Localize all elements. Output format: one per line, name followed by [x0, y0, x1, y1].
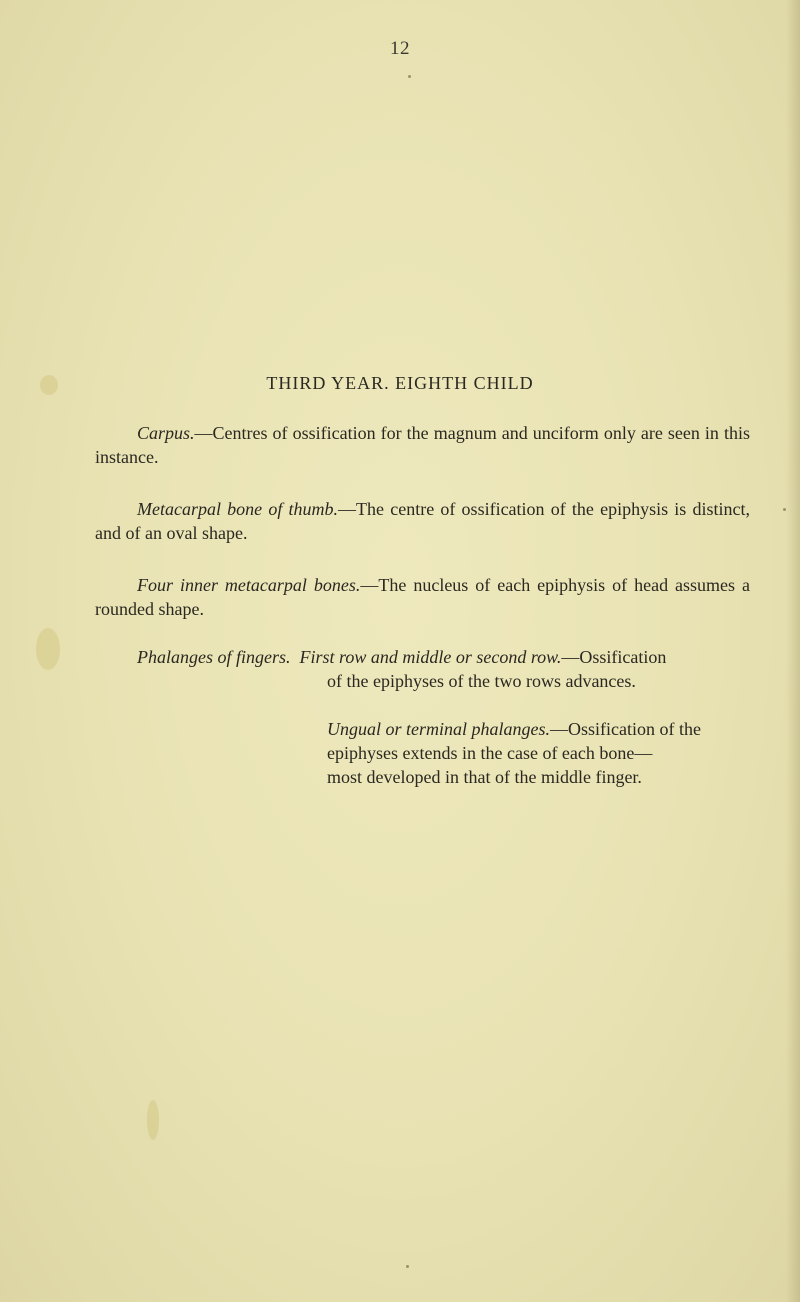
paragraph-thumb: [95, 497, 750, 545]
paragraph-phalanges: [137, 645, 757, 693]
page-edge-shadow: [786, 0, 800, 1302]
paragraph-metacarpals: [95, 573, 750, 621]
paragraph-term: Ungual or terminal phalanges.: [327, 719, 550, 739]
paragraph-term: Four inner metacarpal bones.: [137, 575, 361, 595]
section-heading: THIRD YEAR. EIGHTH CHILD: [266, 373, 534, 393]
paragraph-text: —The centre of ossification of the epiphysis is distinct, and of an oval shape.: [95, 499, 750, 543]
paragraph-text: —Centres of ossification for the magnum and unciform only are seen in this instance.: [95, 423, 750, 467]
paragraph-text: —Ossification of the: [550, 719, 701, 739]
paragraph-line: most developed in that of the middle finger.: [327, 767, 642, 787]
paragraph-line: [137, 645, 757, 669]
paper-speck: [783, 508, 786, 511]
paragraph-ungual: [327, 717, 727, 789]
paragraph-line: [327, 717, 727, 741]
paper-speck: [406, 1265, 409, 1268]
page-number: 12: [390, 38, 410, 59]
paper-stain: [36, 628, 60, 670]
paragraph-term: Phalanges of fingers.: [137, 647, 291, 667]
paragraph-subterm: First row and middle or second row.: [299, 647, 562, 667]
paragraph-term: Carpus.: [137, 423, 195, 443]
paragraph-line: of the epiphyses of the two rows advances.: [327, 671, 636, 691]
paragraph-text: —Ossification: [561, 647, 667, 667]
paragraph-term: Metacarpal bone of thumb.: [137, 499, 339, 519]
paper-speck: [408, 75, 411, 78]
paragraph-text: —The nucleus of each epiphysis of head assumes a rounded shape.: [95, 575, 750, 619]
paper-stain: [147, 1100, 159, 1140]
paragraph-line: epiphyses extends in the case of each bone—: [327, 743, 653, 763]
paragraph-carpus: [95, 421, 750, 469]
